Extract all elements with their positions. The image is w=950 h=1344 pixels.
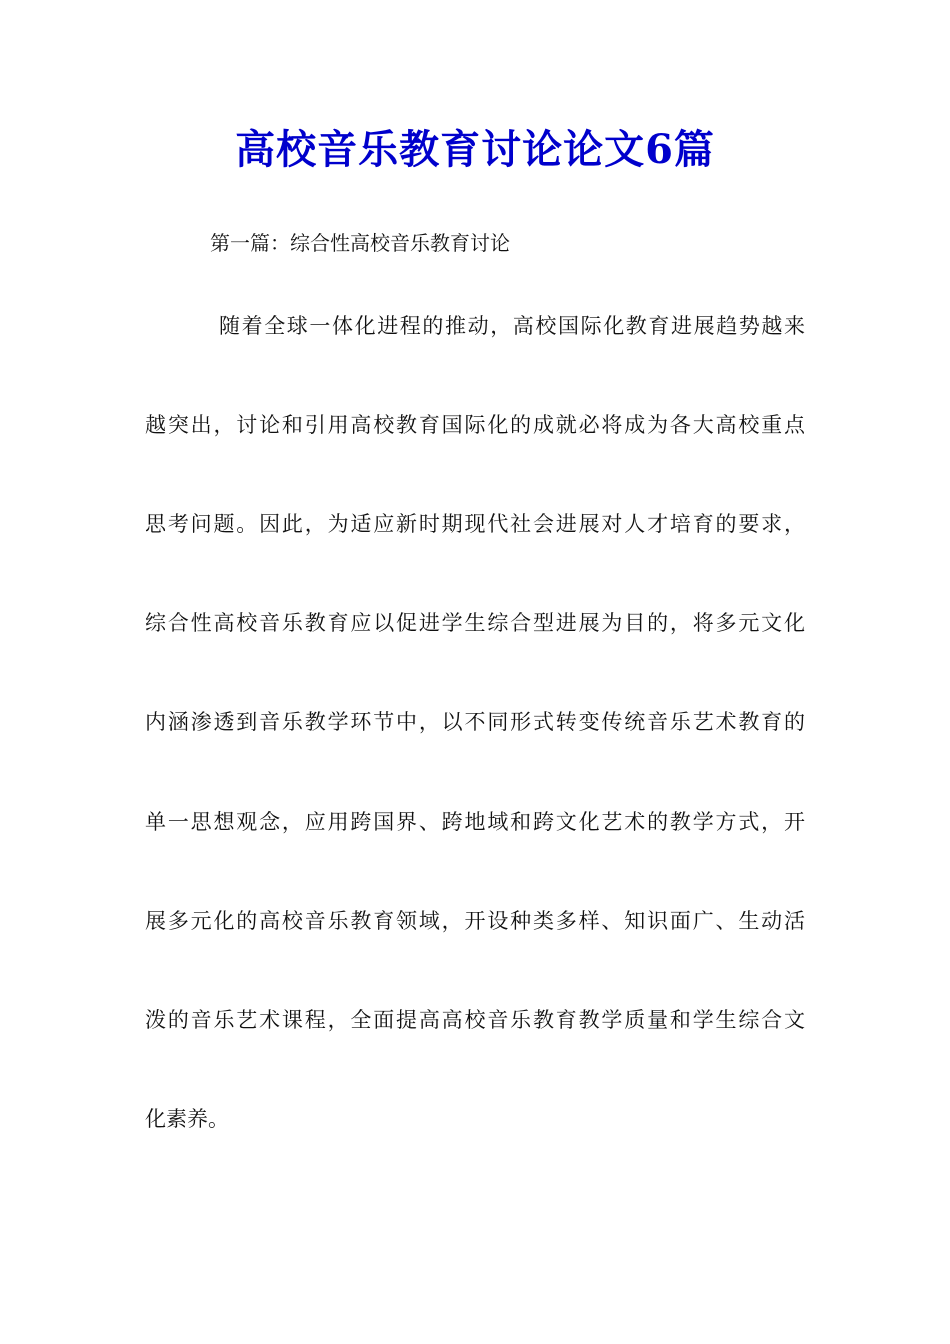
- paragraph-line: 内涵渗透到音乐教学环节中，以不同形式转变传统音乐艺术教育的: [145, 710, 805, 734]
- paragraph-line: 越突出，讨论和引用高校教育国际化的成就必将成为各大高校重点: [145, 413, 805, 437]
- paragraph-line: 展多元化的高校音乐教育领域，开设种类多样、知识面广、生动活: [145, 909, 805, 933]
- section-heading: 第一篇：综合性高校音乐教育讨论: [210, 231, 510, 255]
- paragraph-line: 随着全球一体化进程的推动，高校国际化教育进展趋势越来: [219, 314, 805, 338]
- paragraph-line: 单一思想观念，应用跨国界、跨地域和跨文化艺术的教学方式，开: [145, 810, 805, 834]
- document-title: 高校音乐教育讨论论文6篇: [235, 126, 715, 173]
- paragraph-line: 综合性高校音乐教育应以促进学生综合型进展为目的，将多元文化: [145, 611, 805, 635]
- paragraph-line: 泼的音乐艺术课程，全面提高高校音乐教育教学质量和学生综合文: [145, 1008, 805, 1032]
- paragraph-line: 化素养。: [145, 1107, 229, 1131]
- paragraph-line: 思考问题。因此，为适应新时期现代社会进展对人才培育的要求，: [145, 512, 805, 536]
